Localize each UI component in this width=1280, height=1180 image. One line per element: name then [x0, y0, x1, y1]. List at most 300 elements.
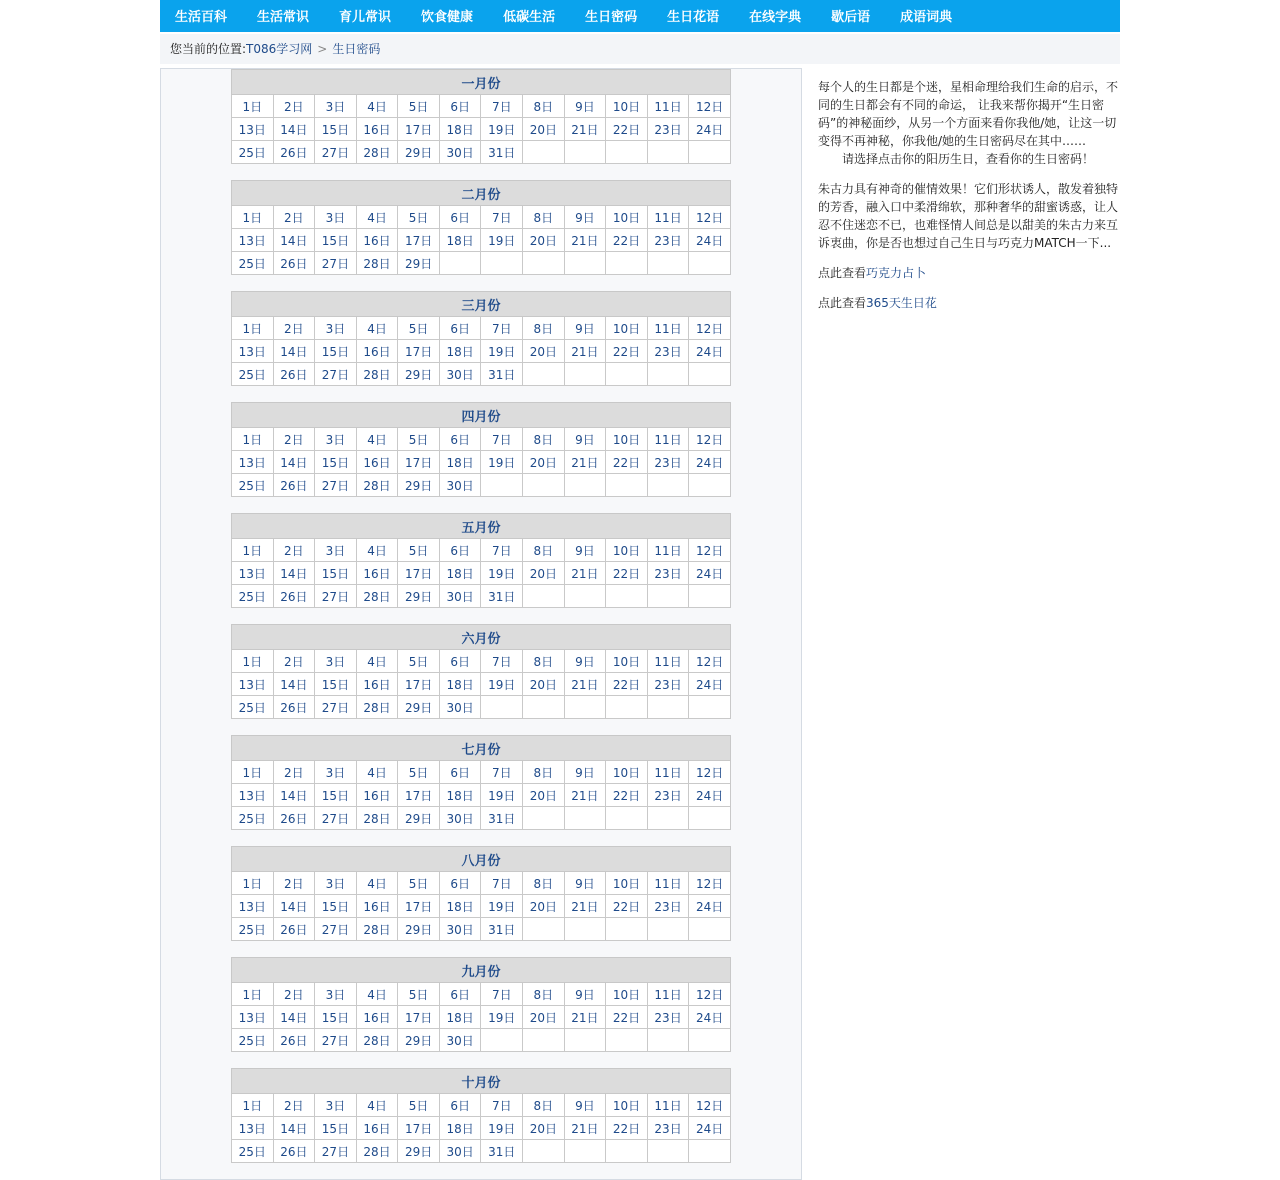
day-link[interactable]: 14日 [280, 1121, 308, 1136]
day-link[interactable]: 24日 [696, 233, 724, 248]
day-link[interactable]: 12日 [696, 432, 724, 447]
day-link[interactable]: 17日 [404, 233, 433, 248]
day-link[interactable]: 27日 [321, 589, 350, 604]
day-link[interactable]: 24日 [696, 344, 724, 359]
day-link[interactable]: 25日 [238, 1033, 266, 1048]
day-link[interactable]: 28日 [363, 256, 391, 271]
day-link[interactable]: 2日 [284, 876, 304, 891]
day-link[interactable]: 21日 [571, 788, 599, 803]
day-link[interactable]: 6日 [450, 99, 470, 114]
day-link[interactable]: 24日 [696, 677, 724, 692]
day-link[interactable]: 7日 [491, 765, 512, 780]
day-link[interactable]: 9日 [575, 99, 595, 114]
day-link[interactable]: 26日 [280, 589, 308, 604]
day-link[interactable]: 9日 [575, 654, 595, 669]
day-link[interactable]: 17日 [404, 122, 433, 137]
day-link[interactable]: 14日 [280, 344, 308, 359]
day-link[interactable]: 27日 [321, 367, 350, 382]
day-link[interactable]: 27日 [321, 478, 350, 493]
day-link[interactable]: 15日 [321, 566, 350, 581]
day-link[interactable]: 3日 [325, 543, 346, 558]
day-link[interactable]: 26日 [280, 700, 308, 715]
day-link[interactable]: 10日 [612, 432, 641, 447]
day-link[interactable]: 7日 [491, 99, 512, 114]
day-link[interactable]: 11日 [654, 210, 682, 225]
day-link[interactable]: 1日 [242, 987, 263, 1002]
day-link[interactable]: 4日 [367, 432, 387, 447]
day-link[interactable]: 26日 [280, 367, 308, 382]
day-link[interactable]: 12日 [696, 99, 724, 114]
day-link[interactable]: 21日 [571, 233, 599, 248]
day-link[interactable]: 23日 [654, 677, 682, 692]
day-link[interactable]: 30日 [446, 367, 474, 382]
day-link[interactable]: 7日 [491, 210, 512, 225]
day-link[interactable]: 31日 [488, 1144, 516, 1159]
day-link[interactable]: 14日 [280, 566, 308, 581]
day-link[interactable]: 16日 [363, 566, 391, 581]
day-link[interactable]: 25日 [238, 811, 266, 826]
day-link[interactable]: 21日 [571, 1121, 599, 1136]
day-link[interactable]: 28日 [363, 700, 391, 715]
day-link[interactable]: 28日 [363, 1144, 391, 1159]
nav-item[interactable]: 育儿常识 [339, 10, 392, 25]
day-link[interactable]: 7日 [491, 654, 512, 669]
day-link[interactable]: 30日 [446, 145, 474, 160]
day-link[interactable]: 21日 [571, 344, 599, 359]
day-link[interactable]: 10日 [612, 654, 641, 669]
day-link[interactable]: 18日 [446, 122, 474, 137]
day-link[interactable]: 16日 [363, 1010, 391, 1025]
day-link[interactable]: 31日 [488, 922, 516, 937]
day-link[interactable]: 7日 [491, 543, 512, 558]
day-link[interactable]: 28日 [363, 1033, 391, 1048]
day-link[interactable]: 12日 [696, 987, 724, 1002]
day-link[interactable]: 4日 [367, 1098, 387, 1113]
day-link[interactable]: 26日 [280, 922, 308, 937]
day-link[interactable]: 27日 [321, 700, 350, 715]
day-link[interactable]: 28日 [363, 478, 391, 493]
day-link[interactable]: 4日 [367, 321, 387, 336]
day-link[interactable]: 22日 [612, 455, 641, 470]
day-link[interactable]: 12日 [696, 654, 724, 669]
day-link[interactable]: 29日 [404, 367, 433, 382]
day-link[interactable]: 26日 [280, 145, 308, 160]
day-link[interactable]: 3日 [325, 321, 346, 336]
day-link[interactable]: 31日 [488, 811, 516, 826]
day-link[interactable]: 13日 [238, 899, 266, 914]
day-link[interactable]: 30日 [446, 811, 474, 826]
day-link[interactable]: 6日 [450, 432, 470, 447]
day-link[interactable]: 16日 [363, 788, 391, 803]
day-link[interactable]: 5日 [408, 765, 429, 780]
day-link[interactable]: 3日 [325, 987, 346, 1002]
day-link[interactable]: 28日 [363, 811, 391, 826]
day-link[interactable]: 29日 [404, 256, 433, 271]
birthday-flower-link[interactable]: 365天生日花 [866, 296, 937, 310]
day-link[interactable]: 7日 [491, 1098, 512, 1113]
day-link[interactable]: 24日 [696, 1121, 724, 1136]
day-link[interactable]: 24日 [696, 899, 724, 914]
day-link[interactable]: 11日 [654, 654, 682, 669]
day-link[interactable]: 3日 [325, 210, 346, 225]
day-link[interactable]: 2日 [284, 987, 304, 1002]
day-link[interactable]: 21日 [571, 455, 599, 470]
day-link[interactable]: 4日 [367, 765, 387, 780]
day-link[interactable]: 26日 [280, 1144, 308, 1159]
day-link[interactable]: 23日 [654, 788, 682, 803]
day-link[interactable]: 17日 [404, 344, 433, 359]
day-link[interactable]: 4日 [367, 99, 387, 114]
day-link[interactable]: 15日 [321, 233, 350, 248]
day-link[interactable]: 2日 [284, 99, 304, 114]
day-link[interactable]: 10日 [612, 1098, 641, 1113]
breadcrumb-home-link[interactable]: T086学习网 [246, 42, 313, 56]
day-link[interactable]: 28日 [363, 589, 391, 604]
day-link[interactable]: 23日 [654, 1010, 682, 1025]
day-link[interactable]: 29日 [404, 1033, 433, 1048]
day-link[interactable]: 13日 [238, 455, 266, 470]
day-link[interactable]: 4日 [367, 876, 387, 891]
day-link[interactable]: 4日 [367, 654, 387, 669]
day-link[interactable]: 6日 [450, 987, 470, 1002]
day-link[interactable]: 23日 [654, 899, 682, 914]
day-link[interactable]: 14日 [280, 899, 308, 914]
day-link[interactable]: 17日 [404, 677, 433, 692]
day-link[interactable]: 15日 [321, 455, 350, 470]
day-link[interactable]: 8日 [533, 432, 554, 447]
nav-item[interactable]: 生活常识 [257, 10, 310, 25]
day-link[interactable]: 24日 [696, 455, 724, 470]
day-link[interactable]: 21日 [571, 122, 599, 137]
day-link[interactable]: 21日 [571, 1010, 599, 1025]
day-link[interactable]: 16日 [363, 344, 391, 359]
nav-item[interactable]: 歇后语 [831, 10, 871, 25]
day-link[interactable]: 3日 [325, 99, 346, 114]
breadcrumb-current-link[interactable]: 生日密码 [332, 42, 381, 56]
day-link[interactable]: 10日 [612, 321, 641, 336]
day-link[interactable]: 11日 [654, 432, 682, 447]
day-link[interactable]: 8日 [533, 321, 554, 336]
day-link[interactable]: 4日 [367, 987, 387, 1002]
day-link[interactable]: 26日 [280, 256, 308, 271]
day-link[interactable]: 30日 [446, 1144, 474, 1159]
day-link[interactable]: 11日 [654, 321, 682, 336]
day-link[interactable]: 30日 [446, 478, 474, 493]
day-link[interactable]: 18日 [446, 455, 474, 470]
day-link[interactable]: 24日 [696, 566, 724, 581]
day-link[interactable]: 25日 [238, 478, 266, 493]
day-link[interactable]: 18日 [446, 899, 474, 914]
day-link[interactable]: 21日 [571, 677, 599, 692]
day-link[interactable]: 2日 [284, 543, 304, 558]
day-link[interactable]: 21日 [571, 899, 599, 914]
day-link[interactable]: 21日 [571, 566, 599, 581]
day-link[interactable]: 23日 [654, 344, 682, 359]
day-link[interactable]: 4日 [367, 210, 387, 225]
day-link[interactable]: 15日 [321, 344, 350, 359]
day-link[interactable]: 2日 [284, 654, 304, 669]
day-link[interactable]: 8日 [533, 765, 554, 780]
day-link[interactable]: 27日 [321, 145, 350, 160]
day-link[interactable]: 29日 [404, 145, 433, 160]
day-link[interactable]: 24日 [696, 122, 724, 137]
day-link[interactable]: 20日 [529, 566, 557, 581]
day-link[interactable]: 11日 [654, 1098, 682, 1113]
day-link[interactable]: 1日 [242, 654, 263, 669]
day-link[interactable]: 12日 [696, 210, 724, 225]
day-link[interactable]: 15日 [321, 1121, 350, 1136]
day-link[interactable]: 23日 [654, 233, 682, 248]
day-link[interactable]: 26日 [280, 811, 308, 826]
day-link[interactable]: 26日 [280, 1033, 308, 1048]
day-link[interactable]: 24日 [696, 788, 724, 803]
day-link[interactable]: 11日 [654, 876, 682, 891]
day-link[interactable]: 2日 [284, 765, 304, 780]
day-link[interactable]: 15日 [321, 1010, 350, 1025]
day-link[interactable]: 9日 [575, 432, 595, 447]
nav-item[interactable]: 生日花语 [667, 10, 720, 25]
day-link[interactable]: 20日 [529, 1010, 557, 1025]
day-link[interactable]: 30日 [446, 1033, 474, 1048]
day-link[interactable]: 22日 [612, 566, 641, 581]
day-link[interactable]: 17日 [404, 788, 433, 803]
day-link[interactable]: 6日 [450, 765, 470, 780]
day-link[interactable]: 27日 [321, 1033, 350, 1048]
day-link[interactable]: 6日 [450, 654, 470, 669]
nav-item[interactable]: 成语词典 [900, 10, 953, 25]
day-link[interactable]: 12日 [696, 543, 724, 558]
day-link[interactable]: 17日 [404, 455, 433, 470]
day-link[interactable]: 9日 [575, 1098, 595, 1113]
day-link[interactable]: 2日 [284, 210, 304, 225]
day-link[interactable]: 3日 [325, 876, 346, 891]
day-link[interactable]: 20日 [529, 455, 557, 470]
day-link[interactable]: 20日 [529, 1121, 557, 1136]
day-link[interactable]: 25日 [238, 145, 266, 160]
day-link[interactable]: 9日 [575, 210, 595, 225]
day-link[interactable]: 1日 [242, 321, 263, 336]
day-link[interactable]: 23日 [654, 1121, 682, 1136]
day-link[interactable]: 30日 [446, 700, 474, 715]
day-link[interactable]: 13日 [238, 566, 266, 581]
day-link[interactable]: 10日 [612, 876, 641, 891]
day-link[interactable]: 27日 [321, 256, 350, 271]
day-link[interactable]: 11日 [654, 765, 682, 780]
day-link[interactable]: 30日 [446, 589, 474, 604]
day-link[interactable]: 25日 [238, 256, 266, 271]
day-link[interactable]: 7日 [491, 432, 512, 447]
day-link[interactable]: 1日 [242, 543, 263, 558]
day-link[interactable]: 28日 [363, 145, 391, 160]
day-link[interactable]: 17日 [404, 1010, 433, 1025]
day-link[interactable]: 13日 [238, 677, 266, 692]
day-link[interactable]: 8日 [533, 876, 554, 891]
day-link[interactable]: 29日 [404, 811, 433, 826]
day-link[interactable]: 30日 [446, 922, 474, 937]
day-link[interactable]: 19日 [488, 677, 516, 692]
day-link[interactable]: 18日 [446, 233, 474, 248]
day-link[interactable]: 7日 [491, 321, 512, 336]
day-link[interactable]: 14日 [280, 1010, 308, 1025]
day-link[interactable]: 14日 [280, 677, 308, 692]
day-link[interactable]: 15日 [321, 788, 350, 803]
nav-item[interactable]: 低碳生活 [503, 10, 556, 25]
day-link[interactable]: 1日 [242, 99, 263, 114]
day-link[interactable]: 22日 [612, 122, 641, 137]
day-link[interactable]: 17日 [404, 566, 433, 581]
day-link[interactable]: 19日 [488, 122, 516, 137]
day-link[interactable]: 8日 [533, 210, 554, 225]
day-link[interactable]: 19日 [488, 233, 516, 248]
day-link[interactable]: 9日 [575, 876, 595, 891]
day-link[interactable]: 22日 [612, 1121, 641, 1136]
day-link[interactable]: 5日 [408, 432, 429, 447]
day-link[interactable]: 20日 [529, 677, 557, 692]
day-link[interactable]: 13日 [238, 1121, 266, 1136]
day-link[interactable]: 1日 [242, 210, 263, 225]
day-link[interactable]: 2日 [284, 432, 304, 447]
day-link[interactable]: 8日 [533, 1098, 554, 1113]
day-link[interactable]: 23日 [654, 122, 682, 137]
day-link[interactable]: 27日 [321, 811, 350, 826]
day-link[interactable]: 22日 [612, 677, 641, 692]
day-link[interactable]: 19日 [488, 455, 516, 470]
day-link[interactable]: 13日 [238, 122, 266, 137]
day-link[interactable]: 16日 [363, 233, 391, 248]
day-link[interactable]: 25日 [238, 700, 266, 715]
day-link[interactable]: 14日 [280, 122, 308, 137]
day-link[interactable]: 20日 [529, 122, 557, 137]
day-link[interactable]: 4日 [367, 543, 387, 558]
day-link[interactable]: 9日 [575, 987, 595, 1002]
day-link[interactable]: 28日 [363, 922, 391, 937]
day-link[interactable]: 23日 [654, 455, 682, 470]
day-link[interactable]: 8日 [533, 99, 554, 114]
day-link[interactable]: 13日 [238, 788, 266, 803]
day-link[interactable]: 6日 [450, 1098, 470, 1113]
day-link[interactable]: 29日 [404, 922, 433, 937]
day-link[interactable]: 16日 [363, 899, 391, 914]
day-link[interactable]: 5日 [408, 876, 429, 891]
day-link[interactable]: 7日 [491, 876, 512, 891]
day-link[interactable]: 14日 [280, 233, 308, 248]
day-link[interactable]: 12日 [696, 765, 724, 780]
day-link[interactable]: 19日 [488, 566, 516, 581]
day-link[interactable]: 3日 [325, 432, 346, 447]
nav-item[interactable]: 饮食健康 [421, 10, 474, 25]
day-link[interactable]: 25日 [238, 589, 266, 604]
day-link[interactable]: 11日 [654, 99, 682, 114]
day-link[interactable]: 31日 [488, 367, 516, 382]
day-link[interactable]: 27日 [321, 1144, 350, 1159]
day-link[interactable]: 7日 [491, 987, 512, 1002]
day-link[interactable]: 8日 [533, 654, 554, 669]
nav-item[interactable]: 在线字典 [749, 10, 802, 25]
day-link[interactable]: 5日 [408, 1098, 429, 1113]
day-link[interactable]: 5日 [408, 987, 429, 1002]
day-link[interactable]: 20日 [529, 788, 557, 803]
day-link[interactable]: 22日 [612, 233, 641, 248]
day-link[interactable]: 15日 [321, 899, 350, 914]
day-link[interactable]: 19日 [488, 1010, 516, 1025]
day-link[interactable]: 18日 [446, 344, 474, 359]
day-link[interactable]: 2日 [284, 1098, 304, 1113]
day-link[interactable]: 23日 [654, 566, 682, 581]
day-link[interactable]: 18日 [446, 566, 474, 581]
nav-item[interactable]: 生活百科 [175, 10, 228, 25]
day-link[interactable]: 18日 [446, 1010, 474, 1025]
day-link[interactable]: 6日 [450, 876, 470, 891]
day-link[interactable]: 29日 [404, 700, 433, 715]
day-link[interactable]: 6日 [450, 321, 470, 336]
chocolate-divination-link[interactable]: 巧克力占卜 [866, 266, 927, 280]
day-link[interactable]: 14日 [280, 455, 308, 470]
day-link[interactable]: 15日 [321, 677, 350, 692]
day-link[interactable]: 25日 [238, 367, 266, 382]
day-link[interactable]: 9日 [575, 765, 595, 780]
day-link[interactable]: 13日 [238, 1010, 266, 1025]
day-link[interactable]: 28日 [363, 367, 391, 382]
day-link[interactable]: 29日 [404, 478, 433, 493]
day-link[interactable]: 11日 [654, 987, 682, 1002]
day-link[interactable]: 17日 [404, 899, 433, 914]
day-link[interactable]: 1日 [242, 876, 263, 891]
day-link[interactable]: 16日 [363, 455, 391, 470]
day-link[interactable]: 19日 [488, 788, 516, 803]
day-link[interactable]: 29日 [404, 589, 433, 604]
day-link[interactable]: 18日 [446, 1121, 474, 1136]
day-link[interactable]: 6日 [450, 210, 470, 225]
day-link[interactable]: 5日 [408, 543, 429, 558]
day-link[interactable]: 26日 [280, 478, 308, 493]
day-link[interactable]: 11日 [654, 543, 682, 558]
day-link[interactable]: 15日 [321, 122, 350, 137]
day-link[interactable]: 18日 [446, 788, 474, 803]
day-link[interactable]: 19日 [488, 899, 516, 914]
day-link[interactable]: 3日 [325, 654, 346, 669]
day-link[interactable]: 1日 [242, 1098, 263, 1113]
day-link[interactable]: 6日 [450, 543, 470, 558]
day-link[interactable]: 27日 [321, 922, 350, 937]
day-link[interactable]: 22日 [612, 788, 641, 803]
day-link[interactable]: 20日 [529, 233, 557, 248]
day-link[interactable]: 25日 [238, 1144, 266, 1159]
day-link[interactable]: 20日 [529, 899, 557, 914]
day-link[interactable]: 5日 [408, 99, 429, 114]
day-link[interactable]: 12日 [696, 1098, 724, 1113]
day-link[interactable]: 12日 [696, 876, 724, 891]
day-link[interactable]: 12日 [696, 321, 724, 336]
day-link[interactable]: 22日 [612, 899, 641, 914]
day-link[interactable]: 31日 [488, 589, 516, 604]
day-link[interactable]: 5日 [408, 210, 429, 225]
day-link[interactable]: 5日 [408, 654, 429, 669]
day-link[interactable]: 16日 [363, 1121, 391, 1136]
day-link[interactable]: 14日 [280, 788, 308, 803]
day-link[interactable]: 3日 [325, 1098, 346, 1113]
day-link[interactable]: 1日 [242, 432, 263, 447]
day-link[interactable]: 9日 [575, 321, 595, 336]
day-link[interactable]: 16日 [363, 677, 391, 692]
day-link[interactable]: 10日 [612, 765, 641, 780]
day-link[interactable]: 9日 [575, 543, 595, 558]
day-link[interactable]: 10日 [612, 543, 641, 558]
day-link[interactable]: 8日 [533, 987, 554, 1002]
day-link[interactable]: 20日 [529, 344, 557, 359]
day-link[interactable]: 10日 [612, 99, 641, 114]
day-link[interactable]: 10日 [612, 210, 641, 225]
day-link[interactable]: 2日 [284, 321, 304, 336]
